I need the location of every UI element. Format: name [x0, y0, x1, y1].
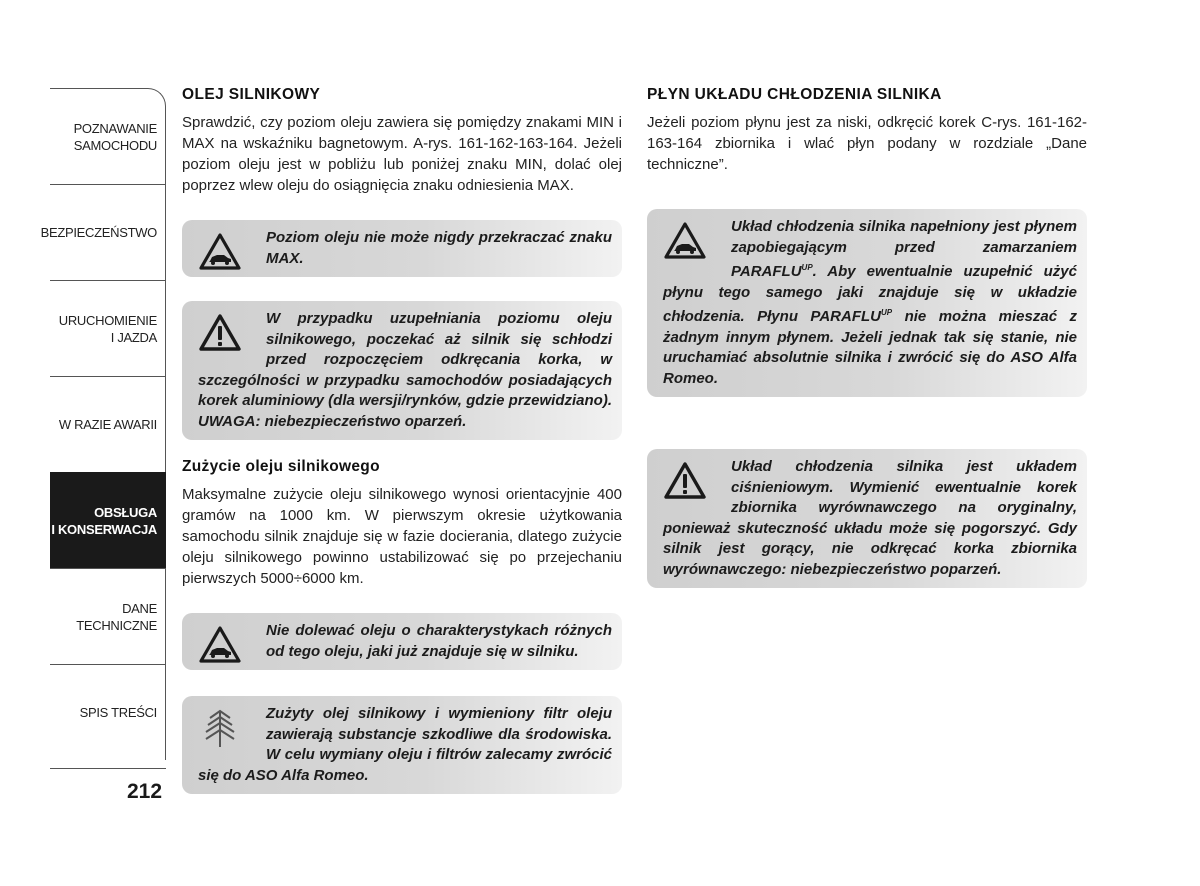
notice-box — [182, 613, 622, 670]
environment-box — [182, 696, 622, 794]
warning-box — [647, 449, 1087, 588]
tab-label: OBSŁUGA I KONSERWACJA — [51, 504, 157, 537]
right-column — [647, 86, 1087, 588]
notice-box — [182, 220, 622, 277]
page-number: 212 — [127, 780, 163, 803]
notice-text-part: Układ chłodzenia silnika napełniony jest płynem zapobiegającym przed zamarzaniem PARAFLU — [731, 218, 1077, 280]
fir-tree-environment-icon — [198, 708, 254, 754]
oil-consumption-text: Maksymalne zużycie oleju silnikowego wynosi orientacyjnie 400 gramów na 1000 km. W pierwszym okresie użytkowania samochodu silnik znajduje się w fazie docierania, dlatego zużycie oleju silnikowego powinno ustabilizować się po przejechaniu pierwszych 5000÷6000 km. — [182, 486, 622, 587]
engine-oil-intro: Sprawdzić, czy poziom oleju zawiera się pomiędzy znakami MIN i MAX na wskaźniku bagnetowym. A-rys. 161-162-163-164. Jeżeli poziom oleju jest w pobliżu lub poniżej znaku MIN, dolać olej poprzez wlew oleju do osiągnięcia znaku odniesienia MAX. — [182, 114, 622, 194]
section-title-engine-oil: OLEJ SILNIKOWY — [182, 86, 321, 103]
tab-spis-tresci[interactable] — [50, 664, 166, 760]
tabs-bottom-rule — [50, 768, 166, 771]
left-column — [182, 86, 622, 794]
section-title-coolant: PŁYN UKŁADU CHŁODZENIA SILNIKA — [647, 86, 942, 103]
exclamation-warning-triangle-icon — [198, 313, 254, 359]
warning-box — [182, 301, 622, 440]
tab-dane-techniczne[interactable] — [50, 568, 166, 664]
notice-text-part: nie można mieszać z żadnym innym płynem. Jeżeli jednak tak się stanie, nie uruchamiać absolutnie silnika i zwrócić się do ASO Alfa Romeo. — [663, 308, 1077, 387]
car-warning-triangle-icon — [663, 221, 719, 267]
tab-label: URUCHOMIENIE I JAZDA — [58, 312, 157, 345]
car-warning-triangle-icon — [198, 232, 254, 278]
environment-text: Zużyty olej silnikowy i wymieniony filtr oleju zawierają substancje szkodliwe dla środowiska. W celu wymiany oleju i filtrów zalecamy zwrócić się do ASO Alfa Romeo. — [198, 705, 612, 784]
tab-bezpieczenstwo[interactable] — [40, 184, 166, 280]
warning-text: W przypadku uzupełniania poziomu oleju silnikowego, poczekać aż silnik się schłodzi przed rozpoczęciem odkręcania korka, w szczególności w przypadku samochodów posiadających korek aluminiowy (dla wersji/rynków, gdzie przewidziano). UWAGA: niebezpieczeństwo oparzeń. — [198, 310, 612, 430]
tab-label: BEZPIECZEŃSTWO — [40, 225, 157, 240]
paraflu-superscript: UP — [801, 263, 813, 272]
exclamation-warning-triangle-icon — [663, 461, 719, 507]
tab-obsluga-i-konserwacja[interactable] — [50, 472, 166, 568]
notice-text-part: . Aby ewentualnie uzupełnić użyć płynu tego samego jaki znajduje się w układzie chłodzenia. Płynu PARAFLU — [663, 263, 1077, 325]
notice-text: Poziom oleju nie może nigdy przekraczać znaku MAX. — [266, 229, 612, 267]
notice-text: Nie dolewać oleju o charakterystykach różnych od tego oleju, jaki już znajduje się w silniku. — [266, 622, 612, 660]
paraflu-superscript: UP — [880, 308, 893, 317]
tab-label: POZNAWANIE SAMOCHODU — [73, 120, 157, 153]
tab-uruchomienie-i-jazda[interactable] — [50, 280, 166, 376]
tab-w-razie-awarii[interactable] — [50, 376, 166, 472]
coolant-intro: Jeżeli poziom płynu jest za niski, odkręcić korek C-rys. 161-162-163-164 zbiornika i wlać płyn podany w rozdziale „Dane techniczne”. — [647, 114, 1087, 173]
car-warning-triangle-icon — [198, 625, 254, 671]
chapter-tabs — [40, 88, 166, 760]
tab-poznawanie-samochodu[interactable] — [50, 88, 166, 184]
warning-text: Układ chłodzenia silnika jest układem ciśnieniowym. Wymienić ewentualnie korek zbiornika wyrównawczego na oryginalny, ponieważ skuteczność układu może się pogorszyć. Gdy silnik jest gorący, nie odkręcać korka zbiornika wyrównawczego: niebezpieczeństwo poparzeń. — [663, 458, 1077, 578]
notice-box — [647, 209, 1087, 397]
tab-label: W RAZIE AWARII — [58, 417, 157, 432]
tab-label: SPIS TREŚCI — [79, 705, 157, 720]
notice-text — [663, 218, 1077, 387]
subsection-title-oil-consumption: Zużycie oleju silnikowego — [182, 458, 380, 475]
tab-label: DANE TECHNICZNE — [76, 600, 157, 633]
